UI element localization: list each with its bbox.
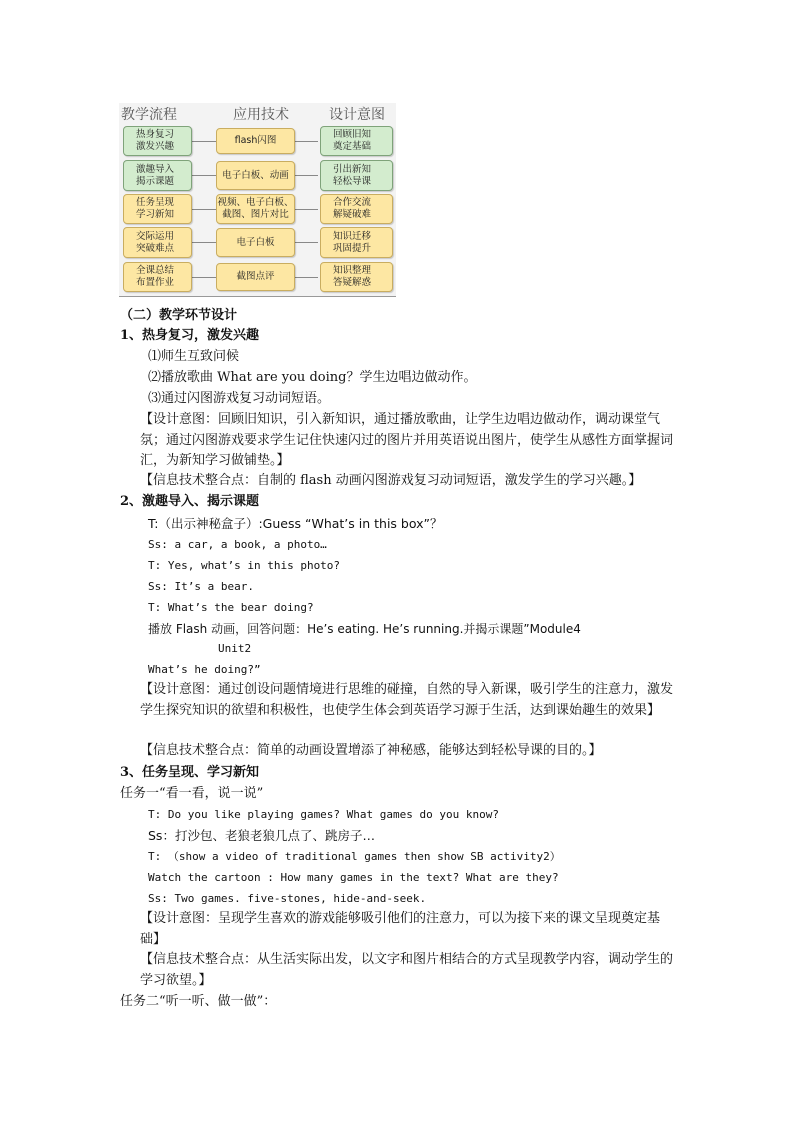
tech-box: flash闪图 bbox=[216, 128, 295, 154]
s3-dialogue-line: Ss：打沙包、老狼老狼几点了、跳房子… bbox=[148, 828, 375, 843]
section-title: （二）教学环节设计 bbox=[120, 308, 238, 323]
s3-task-2: 任务二“听一听、做一做”： bbox=[120, 994, 277, 1009]
s2-dialogue-line: Ss: It’s a bear. bbox=[148, 580, 254, 593]
stage-box: 交际运用 突破难点 bbox=[123, 227, 192, 258]
s2-dialogue-line: T:（出示神秘盒子）:Guess “What’s in this box”？ bbox=[148, 516, 443, 531]
s2-whats-line: What’s he doing?” bbox=[148, 663, 261, 676]
s3-dialogue-line: T: Do you like playing games? What games do you know? bbox=[148, 808, 499, 821]
s3-dialogue-line: T: （show a video of traditional games then show SB activity2） bbox=[148, 850, 561, 863]
header-teaching-process: 教学流程 bbox=[121, 107, 177, 123]
tech-box: 截图点评 bbox=[216, 263, 295, 291]
s1-tech-point: 【信息技术整合点：自制的 flash 动画闪图游戏复习动词短语，激发学生的学习兴趣。】 bbox=[140, 473, 642, 488]
section-2-heading: 2、激趣导入、揭示课题 bbox=[120, 494, 260, 509]
tech-box: 电子白板 bbox=[216, 228, 295, 257]
intent-box: 回顾旧知 奠定基础 bbox=[320, 126, 393, 156]
s1-item-2: ⑵播放歌曲 What are you doing？学生边唱边做动作。 bbox=[148, 370, 477, 385]
s1-item-3: ⑶通过闪图游戏复习动词短语。 bbox=[148, 391, 331, 406]
header-applied-technology: 应用技术 bbox=[233, 107, 289, 123]
intent-box: 合作交流 解疑破难 bbox=[320, 194, 393, 224]
intent-box: 引出新知 轻松导课 bbox=[320, 160, 393, 191]
s2-flash-line: 播放 Flash 动画，回答问题：He’s eating. He’s running.并揭示课题”Module4 bbox=[148, 622, 581, 636]
s3-design-intent: 【设计意图：呈现学生喜欢的游戏能够吸引他们的注意力，可以为接下来的课文呈现奠定基础】 bbox=[140, 911, 661, 947]
tech-box: 视频、电子白板、 截图、图片对比 bbox=[216, 194, 295, 224]
teaching-flowchart bbox=[119, 103, 396, 297]
stage-box: 热身复习 激发兴趣 bbox=[123, 126, 192, 156]
header-design-intent: 设计意图 bbox=[329, 107, 385, 123]
intent-box: 知识整理 答疑解惑 bbox=[320, 262, 393, 292]
s3-dialogue-line: Ss: Two games. five-stones, hide-and-seek. bbox=[148, 892, 427, 905]
section-3-heading: 3、任务呈现、学习新知 bbox=[120, 765, 260, 780]
intent-box: 知识迁移 巩固提升 bbox=[320, 227, 393, 258]
s2-dialogue-line: Ss: a car, a book, a photo… bbox=[148, 538, 327, 551]
s2-unit: Unit2 bbox=[218, 642, 252, 655]
stage-box: 激趣导入 揭示课题 bbox=[123, 160, 192, 191]
s2-dialogue-line: T: What’s the bear doing? bbox=[148, 601, 314, 614]
section-1-heading: 1、热身复习，激发兴趣 bbox=[120, 328, 260, 343]
s3-dialogue-line: Watch the cartoon : How many games in the text? What are they? bbox=[148, 871, 559, 884]
s3-task-1: 任务一“看一看，说一说” bbox=[120, 786, 264, 801]
s1-item-1: ⑴师生互致问候 bbox=[148, 349, 240, 364]
s1-design-intent: 【设计意图：回顾旧知识，引入新知识，通过播放歌曲，让学生边唱边做动作，调动课堂气氛；通过闪图游戏要求学生记住快速闪过的图片并用英语说出图片，使学生从感性方面掌握词汇，为新知学习做铺垫。】 bbox=[140, 412, 674, 468]
s2-tech-point: 【信息技术整合点：简单的动画设置增添了神秘感，能够达到轻松导课的目的。】 bbox=[140, 743, 602, 758]
s2-design-intent: 【设计意图：通过创设问题情境进行思维的碰撞，自然的导入新课，吸引学生的注意力，激发学生探究知识的欲望和积极性，也使学生体会到英语学习源于生活，达到课始趣生的效果】 bbox=[140, 682, 674, 718]
s2-dialogue-line: T: Yes, what’s in this photo? bbox=[148, 559, 341, 572]
stage-box: 任务呈现 学习新知 bbox=[123, 194, 192, 224]
stage-box: 全课总结 布置作业 bbox=[123, 262, 192, 292]
tech-box: 电子白板、动画 bbox=[216, 161, 295, 190]
s3-tech-point: 【信息技术整合点：从生活实际出发，以文字和图片相结合的方式呈现教学内容，调动学生的学习欲望。】 bbox=[140, 952, 674, 988]
